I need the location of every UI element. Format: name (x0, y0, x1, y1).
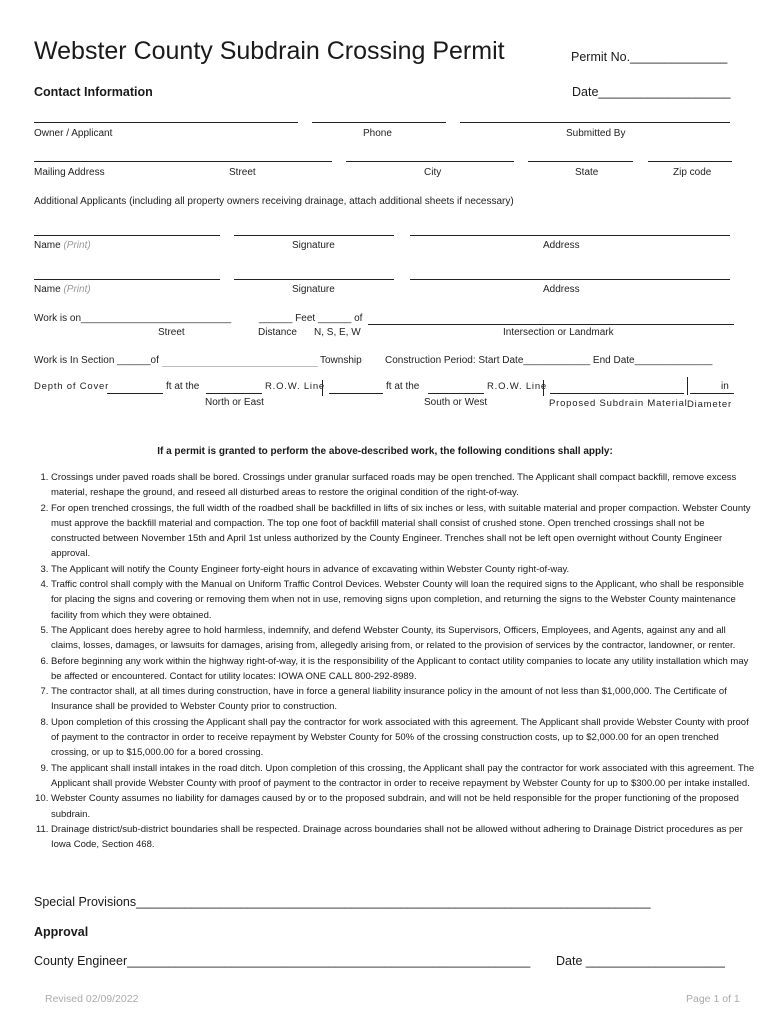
condition-item: 8. Upon completion of this crossing the Applicant shall pay the contractor for work associated with this agreement. The Applicant shall provide Webster County with proof of payment to the contractor in order to receive repayment by Webster County for 50% of the crossing construction costs, up to $2,000.00 for an open trenched crossing, or up to $15,000.00 for a bored crossing. (51, 715, 755, 761)
street-label: Street (229, 167, 256, 178)
construction-period-field[interactable]: Construction Period: Start Date____________ End Date______________ (385, 355, 713, 366)
feet-of-field[interactable]: ______ Feet ______ of (259, 313, 363, 324)
south-west-label: South or West (424, 397, 488, 408)
approval-heading: Approval (34, 925, 89, 939)
condition-item: 10. Webster County assumes no liability for damages caused by or to the proposed subdrain, and will not be held responsible for the proper functioning of the proposed subdrain. (51, 791, 755, 822)
landmark-line[interactable] (368, 324, 734, 325)
zip-label: Zip code (673, 167, 712, 178)
owner-line[interactable] (34, 122, 298, 123)
condition-item: 7. The contractor shall, at all times during construction, have in force a general liability insurance policy in the amount of not less than $1,000,000. The Certificate of Insurance shall be provided to Webster County prior to construction. (51, 684, 755, 715)
ft-at-the-label-2: ft at the (386, 381, 420, 392)
city-line[interactable] (346, 161, 514, 162)
state-label: State (575, 167, 599, 178)
approval-date-field[interactable]: Date ____________________ (556, 954, 725, 968)
date-field[interactable]: Date___________________ (572, 85, 731, 99)
depth-ne-line[interactable] (107, 393, 163, 394)
page-title: Webster County Subdrain Crossing Permit (34, 37, 505, 65)
name-line-1[interactable] (34, 235, 220, 236)
signature-label-2: Signature (292, 284, 335, 295)
county-engineer-field[interactable]: County Engineer__________________________________________________________ (34, 954, 531, 968)
depth-sw-line[interactable] (329, 393, 383, 394)
inch-label: in (721, 381, 729, 392)
phone-label: Phone (363, 128, 392, 139)
address-label-1: Address (543, 240, 580, 251)
name-label-2: Name (Print) (34, 284, 91, 295)
work-is-on-field[interactable]: Work is on___________________________ (34, 313, 232, 324)
city-label: City (424, 167, 442, 178)
permit-number-field[interactable]: Permit No.______________ (571, 50, 728, 64)
address-line-1[interactable] (410, 235, 730, 236)
street-line[interactable] (34, 161, 332, 162)
condition-item: 3. The Applicant will notify the County Engineer forty-eight hours in advance of excavating within Webster County right-of-way. (51, 562, 755, 577)
conditions-list (34, 470, 755, 852)
township-line[interactable] (162, 366, 318, 367)
revised-date: Revised 02/09/2022 (45, 993, 139, 1005)
row-ne-line[interactable] (206, 393, 262, 394)
condition-item: 1. Crossings under paved roads shall be bored. Crossings under granular surfaced roads may be open trenched. The Applicant shall compact backfill, remove excess material, reshape the ground, and reseed all disturbed areas to restore the original condition of the right-of-way. (51, 470, 755, 501)
signature-line-1[interactable] (234, 235, 394, 236)
condition-item: 11. Drainage district/sub-district boundaries shall be respected. Drainage across boundaries shall not be allowed without adhering to Drainage District procedures as per Iowa Code, Section 468. (51, 822, 755, 853)
work-section-field[interactable]: Work is In Section ______of (34, 355, 159, 366)
phone-line[interactable] (312, 122, 446, 123)
condition-item: 6. Before beginning any work within the highway right-of-way, it is the responsibility of the Applicant to contact utility companies to locate any utility installation which may be affected or encountered. Contact for utility locates: IOWA ONE CALL 800-292-8989. (51, 654, 755, 685)
contact-info-heading: Contact Information (34, 85, 153, 99)
condition-item: 5. The Applicant does hereby agree to hold harmless, indemnify, and defend Webster County, its Supervisors, Officers, Employees, and Agents, against any and all claims, losses, damages, or lawsuits for damages, arising from, allegedly arising from, or related to the provision of services by the contractor, landowner, or renter. (51, 623, 755, 654)
state-line[interactable] (528, 161, 633, 162)
row-line-label-1: R.O.W. Line (265, 381, 326, 392)
ft-at-the-label-1: ft at the (166, 381, 200, 392)
name-line-2[interactable] (34, 279, 220, 280)
address-label-2: Address (543, 284, 580, 295)
mailing-address-label: Mailing Address (34, 167, 105, 178)
divider-2 (543, 380, 544, 396)
intersection-label: Intersection or Landmark (503, 327, 614, 338)
direction-label: N, S, E, W (314, 327, 361, 338)
condition-item: 2. For open trenched crossings, the full width of the roadbed shall be backfilled in lifts of six inches or less, with suitable material and proper compaction. Webster County must approve the backfill material and compaction. The top one foot of backfill material shall consist of crushed stone. Open trenched crossings shall not be constructed between November 15th and April 1st unless authorized by the County Engineer. Trenches shall not be left open overnight without County Engineer approval. (51, 501, 755, 562)
name-label-1: Name (Print) (34, 240, 91, 251)
signature-line-2[interactable] (234, 279, 394, 280)
additional-applicants-text: Additional Applicants (including all property owners receiving drainage, attach additional sheets if necessary) (34, 196, 514, 207)
conditions-heading: If a permit is granted to perform the above-described work, the following conditions shall apply: (157, 446, 613, 457)
row-line-label-2: R.O.W. Line (487, 381, 548, 392)
signature-label-1: Signature (292, 240, 335, 251)
divider-1 (322, 380, 323, 396)
address-line-2[interactable] (410, 279, 730, 280)
special-provisions-field[interactable]: Special Provisions__________________________________________________________________________ (34, 895, 651, 909)
material-label: Proposed Subdrain Material (549, 398, 688, 409)
material-line[interactable] (550, 393, 684, 394)
zip-line[interactable] (648, 161, 732, 162)
divider-3 (687, 377, 688, 395)
owner-label: Owner / Applicant (34, 128, 113, 139)
distance-label: Distance (258, 327, 297, 338)
condition-item: 9. The applicant shall install intakes in the road ditch. Upon completion of this crossing, the Applicant shall pay the contractor for work associated with this agreement. The Applicant shall provide Webster County with proof of payment to the contractor in order to receive repayment by Webster County for up to $300.00 per intake installed. (51, 761, 755, 792)
work-street-label: Street (158, 327, 185, 338)
submitted-by-label: Submitted By (566, 128, 626, 139)
north-east-label: North or East (205, 397, 264, 408)
diameter-label: Diameter (687, 399, 732, 410)
township-label: Township (320, 355, 362, 366)
condition-item: 4. Traffic control shall comply with the Manual on Uniform Traffic Control Devices. Webster County will loan the required signs to the Applicant, who shall be responsible for placing the signs and covering or removing them when not in use, removing signs upon completion, and returning the signs to the Webster County maintenance facility from which they were obtained. (51, 577, 755, 623)
diameter-line[interactable] (690, 393, 734, 394)
depth-of-cover-label: Depth of Cover (34, 381, 110, 392)
submitted-by-line[interactable] (460, 122, 730, 123)
page-number: Page 1 of 1 (686, 993, 740, 1005)
row-sw-line[interactable] (428, 393, 484, 394)
